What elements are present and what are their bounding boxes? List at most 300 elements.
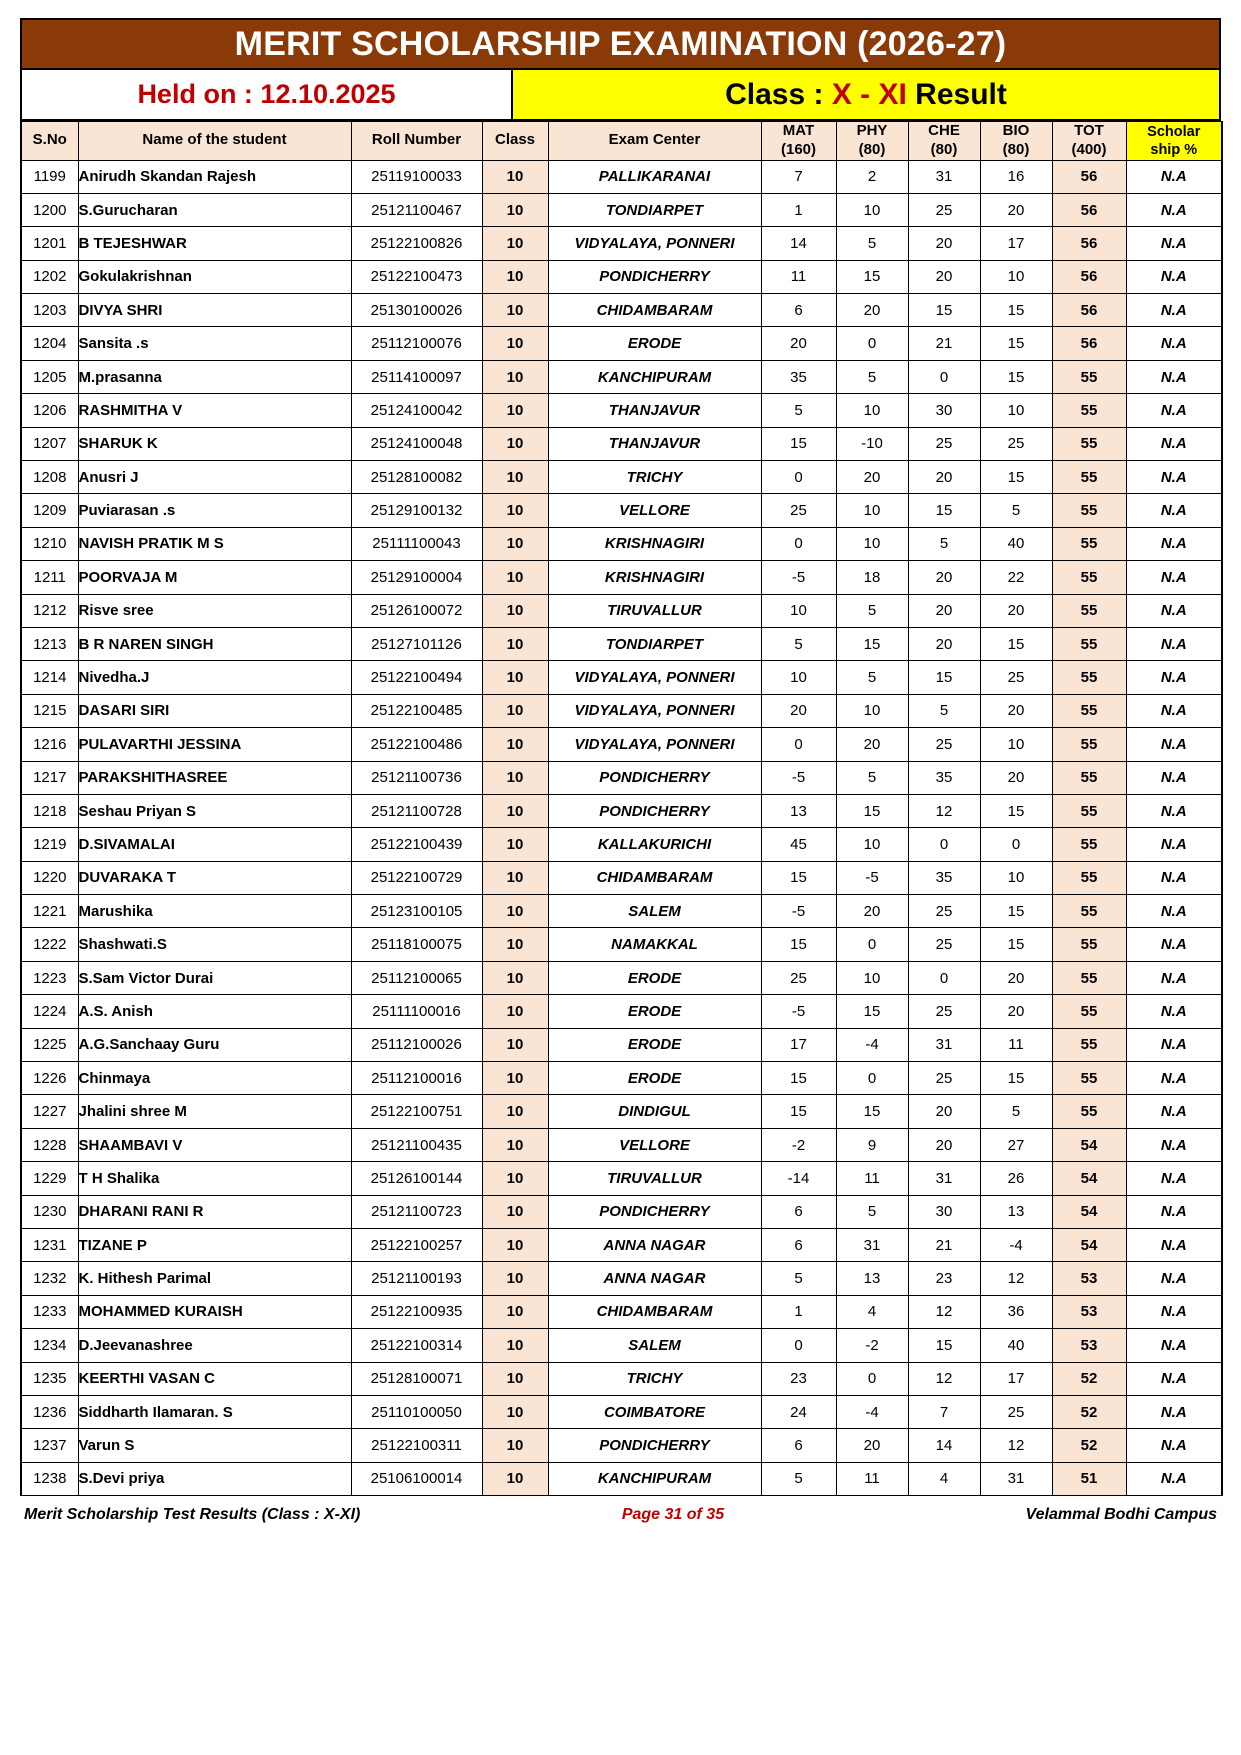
- student-serial-number: 1230: [21, 1195, 78, 1228]
- student-total-score: 55: [1052, 728, 1126, 761]
- student-scholarship-percent: N.A: [1126, 761, 1222, 794]
- student-phy-score: 10: [836, 694, 908, 727]
- student-exam-center: NAMAKKAL: [548, 928, 761, 961]
- student-roll-number: 25118100075: [351, 928, 482, 961]
- student-roll-number: 25122100935: [351, 1295, 482, 1328]
- student-name: M.prasanna: [78, 360, 351, 393]
- student-total-score: 55: [1052, 594, 1126, 627]
- student-exam-center: PONDICHERRY: [548, 1195, 761, 1228]
- student-total-score: 55: [1052, 694, 1126, 727]
- student-exam-center: PONDICHERRY: [548, 761, 761, 794]
- student-phy-score: 0: [836, 1362, 908, 1395]
- student-exam-center: PONDICHERRY: [548, 260, 761, 293]
- student-che-score: 25: [908, 1062, 980, 1095]
- student-scholarship-percent: N.A: [1126, 1062, 1222, 1095]
- student-name: SHAAMBAVI V: [78, 1128, 351, 1161]
- student-exam-center: ANNA NAGAR: [548, 1262, 761, 1295]
- student-bio-score: 20: [980, 694, 1052, 727]
- table-row: [21, 160, 1222, 193]
- col-header-bio: [980, 122, 1052, 161]
- student-exam-center: THANJAVUR: [548, 427, 761, 460]
- student-exam-center: VIDYALAYA, PONNERI: [548, 694, 761, 727]
- table-row: [21, 294, 1222, 327]
- student-bio-score: 15: [980, 794, 1052, 827]
- student-scholarship-percent: N.A: [1126, 694, 1222, 727]
- student-bio-score: 13: [980, 1195, 1052, 1228]
- student-name: A.G.Sanchaay Guru: [78, 1028, 351, 1061]
- table-row: [21, 1395, 1222, 1428]
- student-roll-number: 25127101126: [351, 627, 482, 660]
- student-che-score: 25: [908, 928, 980, 961]
- student-che-score: 12: [908, 1295, 980, 1328]
- student-roll-number: 25122100314: [351, 1329, 482, 1362]
- student-phy-score: 15: [836, 1095, 908, 1128]
- student-name: Puviarasan .s: [78, 494, 351, 527]
- student-exam-center: TONDIARPET: [548, 193, 761, 226]
- student-phy-score: -10: [836, 427, 908, 460]
- student-roll-number: 25122100473: [351, 260, 482, 293]
- student-exam-center: KRISHNAGIRI: [548, 527, 761, 560]
- student-mat-score: 20: [761, 694, 836, 727]
- student-serial-number: 1226: [21, 1062, 78, 1095]
- student-total-score: 56: [1052, 193, 1126, 226]
- student-bio-score: 20: [980, 761, 1052, 794]
- student-class: 10: [482, 360, 548, 393]
- student-scholarship-percent: N.A: [1126, 661, 1222, 694]
- student-name: DUVARAKA T: [78, 861, 351, 894]
- student-total-score: 55: [1052, 1095, 1126, 1128]
- table-row: [21, 327, 1222, 360]
- student-class: 10: [482, 1229, 548, 1262]
- student-phy-score: 0: [836, 928, 908, 961]
- table-row: [21, 1429, 1222, 1462]
- student-scholarship-percent: N.A: [1126, 928, 1222, 961]
- student-exam-center: TRICHY: [548, 1362, 761, 1395]
- student-bio-score: 25: [980, 661, 1052, 694]
- student-scholarship-percent: N.A: [1126, 527, 1222, 560]
- student-exam-center: THANJAVUR: [548, 394, 761, 427]
- student-scholarship-percent: N.A: [1126, 627, 1222, 660]
- student-bio-score: 12: [980, 1429, 1052, 1462]
- student-scholarship-percent: N.A: [1126, 794, 1222, 827]
- student-bio-score: 15: [980, 627, 1052, 660]
- student-mat-score: 15: [761, 928, 836, 961]
- student-exam-center: PALLIKARANAI: [548, 160, 761, 193]
- student-mat-score: 5: [761, 394, 836, 427]
- student-mat-score: 1: [761, 1295, 836, 1328]
- student-class: 10: [482, 1429, 548, 1462]
- student-name: Anirudh Skandan Rajesh: [78, 160, 351, 193]
- student-bio-score: 31: [980, 1462, 1052, 1495]
- student-class: 10: [482, 1062, 548, 1095]
- student-bio-score: 40: [980, 1329, 1052, 1362]
- student-che-score: 15: [908, 494, 980, 527]
- student-name: PARAKSHITHASREE: [78, 761, 351, 794]
- student-mat-score: 6: [761, 1195, 836, 1228]
- student-total-score: 55: [1052, 828, 1126, 861]
- student-name: D.Jeevanashree: [78, 1329, 351, 1362]
- student-che-score: 31: [908, 1162, 980, 1195]
- table-row: [21, 1195, 1222, 1228]
- student-roll-number: 25121100723: [351, 1195, 482, 1228]
- student-mat-score: -2: [761, 1128, 836, 1161]
- student-phy-score: 10: [836, 394, 908, 427]
- student-scholarship-percent: N.A: [1126, 1128, 1222, 1161]
- exam-title-banner: [20, 18, 1221, 70]
- student-mat-score: 15: [761, 1095, 836, 1128]
- student-name: Nivedha.J: [78, 661, 351, 694]
- student-phy-score: 20: [836, 1429, 908, 1462]
- student-che-score: 25: [908, 193, 980, 226]
- student-serial-number: 1231: [21, 1229, 78, 1262]
- student-class: 10: [482, 427, 548, 460]
- student-serial-number: 1207: [21, 427, 78, 460]
- student-scholarship-percent: N.A: [1126, 1095, 1222, 1128]
- student-class: 10: [482, 1128, 548, 1161]
- student-exam-center: ERODE: [548, 1028, 761, 1061]
- student-total-score: 52: [1052, 1429, 1126, 1462]
- student-exam-center: CHIDAMBARAM: [548, 1295, 761, 1328]
- student-phy-score: 15: [836, 627, 908, 660]
- table-row: [21, 594, 1222, 627]
- table-row: [21, 1062, 1222, 1095]
- student-roll-number: 25114100097: [351, 360, 482, 393]
- student-total-score: 54: [1052, 1195, 1126, 1228]
- col-header-che-label: CHE: [928, 122, 960, 139]
- student-roll-number: 25122100257: [351, 1229, 482, 1262]
- student-che-score: 20: [908, 561, 980, 594]
- student-total-score: 55: [1052, 494, 1126, 527]
- student-class: 10: [482, 661, 548, 694]
- student-class: 10: [482, 794, 548, 827]
- student-bio-score: 26: [980, 1162, 1052, 1195]
- table-row: [21, 1229, 1222, 1262]
- student-mat-score: 6: [761, 294, 836, 327]
- student-scholarship-percent: N.A: [1126, 394, 1222, 427]
- student-mat-score: -5: [761, 561, 836, 594]
- student-che-score: 31: [908, 160, 980, 193]
- student-mat-score: -5: [761, 895, 836, 928]
- page-footer: [20, 1506, 1221, 1524]
- student-che-score: 20: [908, 260, 980, 293]
- page-title: MERIT SCHOLARSHIP EXAMINATION (2026-27): [234, 24, 1007, 63]
- student-exam-center: TIRUVALLUR: [548, 1162, 761, 1195]
- col-header-che: [908, 122, 980, 161]
- student-scholarship-percent: N.A: [1126, 1395, 1222, 1428]
- student-mat-score: 45: [761, 828, 836, 861]
- student-serial-number: 1229: [21, 1162, 78, 1195]
- student-name: Seshau Priyan S: [78, 794, 351, 827]
- student-name: PULAVARTHI JESSINA: [78, 728, 351, 761]
- table-row: [21, 694, 1222, 727]
- student-total-score: 55: [1052, 895, 1126, 928]
- col-header-scholarship-sub: ship %: [1150, 141, 1198, 158]
- student-class: 10: [482, 961, 548, 994]
- student-phy-score: 18: [836, 561, 908, 594]
- table-row: [21, 728, 1222, 761]
- col-header-phy-max: (80): [858, 140, 886, 158]
- student-roll-number: 25121100435: [351, 1128, 482, 1161]
- student-mat-score: 6: [761, 1229, 836, 1262]
- student-serial-number: 1235: [21, 1362, 78, 1395]
- student-serial-number: 1205: [21, 360, 78, 393]
- footer-document-label: Merit Scholarship Test Results (Class : X-XI): [24, 1506, 361, 1524]
- student-bio-score: 15: [980, 360, 1052, 393]
- student-mat-score: 11: [761, 260, 836, 293]
- student-phy-score: 11: [836, 1462, 908, 1495]
- student-mat-score: 20: [761, 327, 836, 360]
- class-prefix: Class :: [725, 77, 832, 111]
- student-che-score: 4: [908, 1462, 980, 1495]
- col-header-class: Class: [482, 122, 548, 161]
- student-phy-score: 10: [836, 527, 908, 560]
- student-scholarship-percent: N.A: [1126, 1162, 1222, 1195]
- table-row: [21, 1262, 1222, 1295]
- student-name: Sansita .s: [78, 327, 351, 360]
- student-exam-center: KANCHIPURAM: [548, 360, 761, 393]
- student-roll-number: 25122100826: [351, 227, 482, 260]
- student-exam-center: PONDICHERRY: [548, 794, 761, 827]
- student-che-score: 25: [908, 995, 980, 1028]
- student-scholarship-percent: N.A: [1126, 828, 1222, 861]
- student-exam-center: ANNA NAGAR: [548, 1229, 761, 1262]
- student-bio-score: 16: [980, 160, 1052, 193]
- table-row: [21, 761, 1222, 794]
- table-row: [21, 1162, 1222, 1195]
- student-che-score: 20: [908, 227, 980, 260]
- student-name: Risve sree: [78, 594, 351, 627]
- student-phy-score: 10: [836, 193, 908, 226]
- student-class: 10: [482, 1095, 548, 1128]
- student-total-score: 51: [1052, 1462, 1126, 1495]
- student-bio-score: 0: [980, 828, 1052, 861]
- table-row: [21, 1329, 1222, 1362]
- class-result-cell: [513, 70, 1219, 119]
- student-serial-number: 1223: [21, 961, 78, 994]
- student-name: Anusri J: [78, 461, 351, 494]
- student-che-score: 31: [908, 1028, 980, 1061]
- student-bio-score: 10: [980, 394, 1052, 427]
- student-bio-score: 10: [980, 861, 1052, 894]
- student-total-score: 55: [1052, 961, 1126, 994]
- student-class: 10: [482, 1329, 548, 1362]
- student-serial-number: 1204: [21, 327, 78, 360]
- table-row: [21, 928, 1222, 961]
- student-exam-center: KRISHNAGIRI: [548, 561, 761, 594]
- student-mat-score: 10: [761, 594, 836, 627]
- student-name: POORVAJA M: [78, 561, 351, 594]
- student-mat-score: 5: [761, 627, 836, 660]
- footer-campus-name: Velammal Bodhi Campus: [1025, 1506, 1217, 1524]
- student-serial-number: 1203: [21, 294, 78, 327]
- student-exam-center: CHIDAMBARAM: [548, 861, 761, 894]
- student-che-score: 15: [908, 294, 980, 327]
- footer-page-number: Page 31 of 35: [621, 1506, 725, 1524]
- student-serial-number: 1228: [21, 1128, 78, 1161]
- student-phy-score: 5: [836, 227, 908, 260]
- held-on-text: Held on : 12.10.2025: [137, 79, 396, 109]
- student-name: SHARUK K: [78, 427, 351, 460]
- student-phy-score: 9: [836, 1128, 908, 1161]
- student-name: S.Devi priya: [78, 1462, 351, 1495]
- student-name: A.S. Anish: [78, 995, 351, 1028]
- student-roll-number: 25110100050: [351, 1395, 482, 1428]
- student-che-score: 20: [908, 594, 980, 627]
- student-che-score: 20: [908, 1128, 980, 1161]
- student-class: 10: [482, 461, 548, 494]
- student-serial-number: 1199: [21, 160, 78, 193]
- table-row: [21, 494, 1222, 527]
- student-scholarship-percent: N.A: [1126, 1229, 1222, 1262]
- student-che-score: 30: [908, 1195, 980, 1228]
- student-serial-number: 1216: [21, 728, 78, 761]
- student-class: 10: [482, 728, 548, 761]
- student-che-score: 15: [908, 1329, 980, 1362]
- student-exam-center: COIMBATORE: [548, 1395, 761, 1428]
- student-serial-number: 1212: [21, 594, 78, 627]
- student-mat-score: 24: [761, 1395, 836, 1428]
- student-bio-score: 12: [980, 1262, 1052, 1295]
- student-roll-number: 25129100132: [351, 494, 482, 527]
- col-header-phy: [836, 122, 908, 161]
- table-row: [21, 1362, 1222, 1395]
- student-scholarship-percent: N.A: [1126, 861, 1222, 894]
- student-scholarship-percent: N.A: [1126, 961, 1222, 994]
- col-header-tot: [1052, 122, 1126, 161]
- student-name: NAVISH PRATIK M S: [78, 527, 351, 560]
- student-serial-number: 1202: [21, 260, 78, 293]
- student-phy-score: 2: [836, 160, 908, 193]
- student-scholarship-percent: N.A: [1126, 260, 1222, 293]
- student-total-score: 54: [1052, 1229, 1126, 1262]
- student-scholarship-percent: N.A: [1126, 594, 1222, 627]
- student-mat-score: 15: [761, 1062, 836, 1095]
- student-che-score: 14: [908, 1429, 980, 1462]
- student-exam-center: ERODE: [548, 1062, 761, 1095]
- student-che-score: 30: [908, 394, 980, 427]
- student-total-score: 55: [1052, 928, 1126, 961]
- student-scholarship-percent: N.A: [1126, 327, 1222, 360]
- student-serial-number: 1238: [21, 1462, 78, 1495]
- col-header-scholarship: [1126, 122, 1222, 161]
- student-roll-number: 25122100311: [351, 1429, 482, 1462]
- student-name: RASHMITHA V: [78, 394, 351, 427]
- student-serial-number: 1200: [21, 193, 78, 226]
- student-che-score: 35: [908, 861, 980, 894]
- student-mat-score: 10: [761, 661, 836, 694]
- student-total-score: 55: [1052, 527, 1126, 560]
- student-phy-score: 15: [836, 995, 908, 1028]
- student-name: Marushika: [78, 895, 351, 928]
- table-row: [21, 828, 1222, 861]
- student-roll-number: 25111100043: [351, 527, 482, 560]
- student-mat-score: 23: [761, 1362, 836, 1395]
- student-mat-score: 5: [761, 1462, 836, 1495]
- student-name: TIZANE P: [78, 1229, 351, 1262]
- student-scholarship-percent: N.A: [1126, 1195, 1222, 1228]
- student-total-score: 55: [1052, 761, 1126, 794]
- student-mat-score: -5: [761, 995, 836, 1028]
- student-serial-number: 1225: [21, 1028, 78, 1061]
- student-serial-number: 1210: [21, 527, 78, 560]
- table-row: [21, 794, 1222, 827]
- student-exam-center: TONDIARPET: [548, 627, 761, 660]
- student-class: 10: [482, 761, 548, 794]
- student-total-score: 52: [1052, 1395, 1126, 1428]
- student-scholarship-percent: N.A: [1126, 1028, 1222, 1061]
- student-serial-number: 1219: [21, 828, 78, 861]
- student-bio-score: -4: [980, 1229, 1052, 1262]
- table-row: [21, 995, 1222, 1028]
- student-che-score: 21: [908, 1229, 980, 1262]
- student-exam-center: SALEM: [548, 895, 761, 928]
- student-class: 10: [482, 327, 548, 360]
- table-row: [21, 961, 1222, 994]
- student-phy-score: 0: [836, 327, 908, 360]
- student-name: Shashwati.S: [78, 928, 351, 961]
- student-che-score: 12: [908, 1362, 980, 1395]
- student-che-score: 25: [908, 728, 980, 761]
- header-row: [21, 122, 1222, 161]
- student-serial-number: 1211: [21, 561, 78, 594]
- student-name: S.Sam Victor Durai: [78, 961, 351, 994]
- student-phy-score: 20: [836, 728, 908, 761]
- student-roll-number: 25112100016: [351, 1062, 482, 1095]
- student-class: 10: [482, 227, 548, 260]
- student-serial-number: 1201: [21, 227, 78, 260]
- student-name: B R NAREN SINGH: [78, 627, 351, 660]
- student-class: 10: [482, 394, 548, 427]
- student-class: 10: [482, 527, 548, 560]
- student-roll-number: 25124100042: [351, 394, 482, 427]
- student-bio-score: 10: [980, 260, 1052, 293]
- student-mat-score: 0: [761, 527, 836, 560]
- student-phy-score: 5: [836, 360, 908, 393]
- student-class: 10: [482, 494, 548, 527]
- student-che-score: 0: [908, 961, 980, 994]
- student-total-score: 55: [1052, 627, 1126, 660]
- student-roll-number: 25112100026: [351, 1028, 482, 1061]
- student-serial-number: 1209: [21, 494, 78, 527]
- student-che-score: 25: [908, 895, 980, 928]
- student-mat-score: 0: [761, 1329, 836, 1362]
- student-exam-center: KALLAKURICHI: [548, 828, 761, 861]
- student-serial-number: 1220: [21, 861, 78, 894]
- table-row: [21, 461, 1222, 494]
- student-name: DHARANI RANI R: [78, 1195, 351, 1228]
- student-bio-score: 15: [980, 294, 1052, 327]
- student-che-score: 20: [908, 1095, 980, 1128]
- student-che-score: 0: [908, 828, 980, 861]
- student-name: DIVYA SHRI: [78, 294, 351, 327]
- student-class: 10: [482, 1462, 548, 1495]
- student-bio-score: 15: [980, 928, 1052, 961]
- student-phy-score: -5: [836, 861, 908, 894]
- student-mat-score: 0: [761, 728, 836, 761]
- held-on-cell: [22, 70, 513, 119]
- student-serial-number: 1213: [21, 627, 78, 660]
- student-exam-center: CHIDAMBARAM: [548, 294, 761, 327]
- student-roll-number: 25123100105: [351, 895, 482, 928]
- student-che-score: 25: [908, 427, 980, 460]
- student-total-score: 55: [1052, 995, 1126, 1028]
- student-exam-center: VIDYALAYA, PONNERI: [548, 661, 761, 694]
- student-total-score: 54: [1052, 1162, 1126, 1195]
- table-row: [21, 661, 1222, 694]
- student-roll-number: 25121100728: [351, 794, 482, 827]
- col-header-name: Name of the student: [78, 122, 351, 161]
- table-row: [21, 227, 1222, 260]
